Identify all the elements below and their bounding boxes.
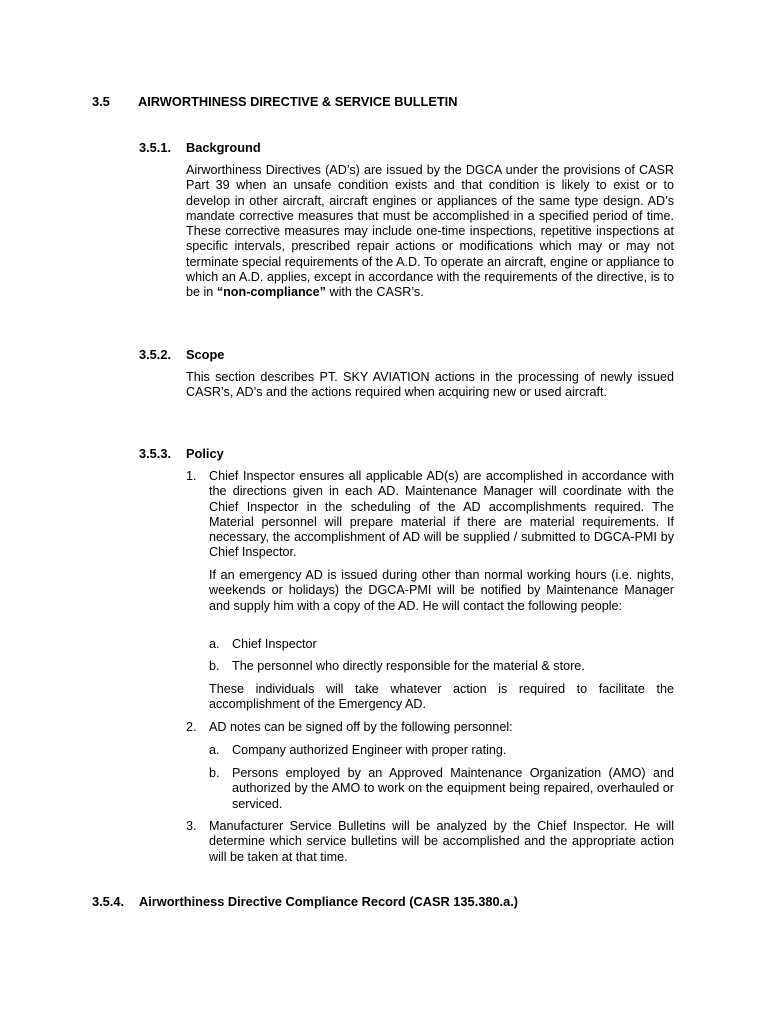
policy-item-2b: b. Persons employed by an Approved Maintenance Organization (AMO) and authorized by the AMO to work on the equipment being repaired, overhauled or serviced. — [209, 766, 674, 811]
scope-title: Scope — [186, 347, 225, 362]
policy-item-2a: a. Company authorized Engineer with proper rating. — [209, 743, 507, 757]
background-heading — [139, 140, 261, 155]
policy-item-2-text: AD notes can be signed off by the following personnel: — [209, 720, 513, 734]
list-marker: b. — [209, 766, 220, 780]
policy-item-1-text: Chief Inspector ensures all applicable AD(s) are accomplished in accordance with the directions given in each AD. Maintenance Manager will coordinate with the Chief Inspector in the scheduling of the AD accomplishments required. The Material personnel will prepare material if there are material requirements. If necessary, the accomplishment of AD will be supplied / submitted to DGCA-PMI by Chief Inspector. — [209, 469, 674, 560]
policy-item-1b: b. The personnel who directly responsible for the material & store. — [209, 659, 585, 673]
policy-item-2 — [186, 720, 674, 735]
background-paragraph: Airworthiness Directives (AD’s) are issued by the DGCA under the provisions of CASR Part 39 when an unsafe condition exists and that condition is likely to exist or to develop in other aircraft, aircraft engines or appliances of the same type design. AD’s mandate corrective measures that must be accomplished in a specified period of time. These corrective measures may include one-time inspections, repetitive inspections at specific intervals, prescribed repair actions or modifications which may or may not terminate special requirements of the A.D. To operate an aircraft, engine or appliance to which an A.D. applies, except in accordance with the requirements of the directive, is to be in “non-compliance” with the CASR’s. — [186, 163, 674, 300]
list-marker: a. — [209, 743, 220, 757]
background-number: 3.5.1. — [139, 140, 172, 155]
list-marker: a. — [209, 637, 220, 651]
section-number: 3.5 — [92, 94, 110, 109]
policy-item-3-text: Manufacturer Service Bulletins will be analyzed by the Chief Inspector. He will determine which service bulletins will be accomplished and the appropriate action will be taken at that time. — [209, 819, 674, 864]
policy-item-3 — [186, 819, 674, 865]
section-title: AIRWORTHINESS DIRECTIVE & SERVICE BULLETIN — [138, 94, 458, 109]
list-marker: 3. — [186, 819, 197, 833]
policy-item-1 — [186, 469, 674, 561]
scope-heading — [139, 347, 224, 362]
emergency-paragraph: If an emergency AD is issued during other than normal working hours (i.e. nights, weekends or holidays) the DGCA-PMI will be notified by Maintenance Manager and supply him with a copy of the AD. He will contact the following people: — [209, 568, 674, 613]
policy-heading — [139, 446, 224, 461]
scope-paragraph: This section describes PT. SKY AVIATION actions in the processing of newly issued CASR’s, AD’s and the actions required when acquiring new or used aircraft. — [186, 370, 674, 400]
list-marker: 2. — [186, 720, 197, 734]
policy-item-1a: a. Chief Inspector — [209, 637, 317, 651]
scope-number: 3.5.2. — [139, 347, 172, 362]
closing-paragraph: These individuals will take whatever action is required to facilitate the accomplishment of the Emergency AD. — [209, 682, 674, 712]
compliance-record-heading — [92, 894, 518, 909]
policy-number: 3.5.3. — [139, 446, 172, 461]
non-compliance-term: “non-compliance” — [216, 285, 326, 300]
list-marker: 1. — [186, 469, 197, 483]
policy-title: Policy — [186, 446, 224, 461]
compliance-record-title: Airworthiness Directive Compliance Record (CASR 135.380.a.) — [139, 894, 519, 909]
compliance-record-number: 3.5.4. — [92, 894, 125, 909]
list-marker: b. — [209, 659, 220, 673]
background-title: Background — [186, 140, 261, 155]
